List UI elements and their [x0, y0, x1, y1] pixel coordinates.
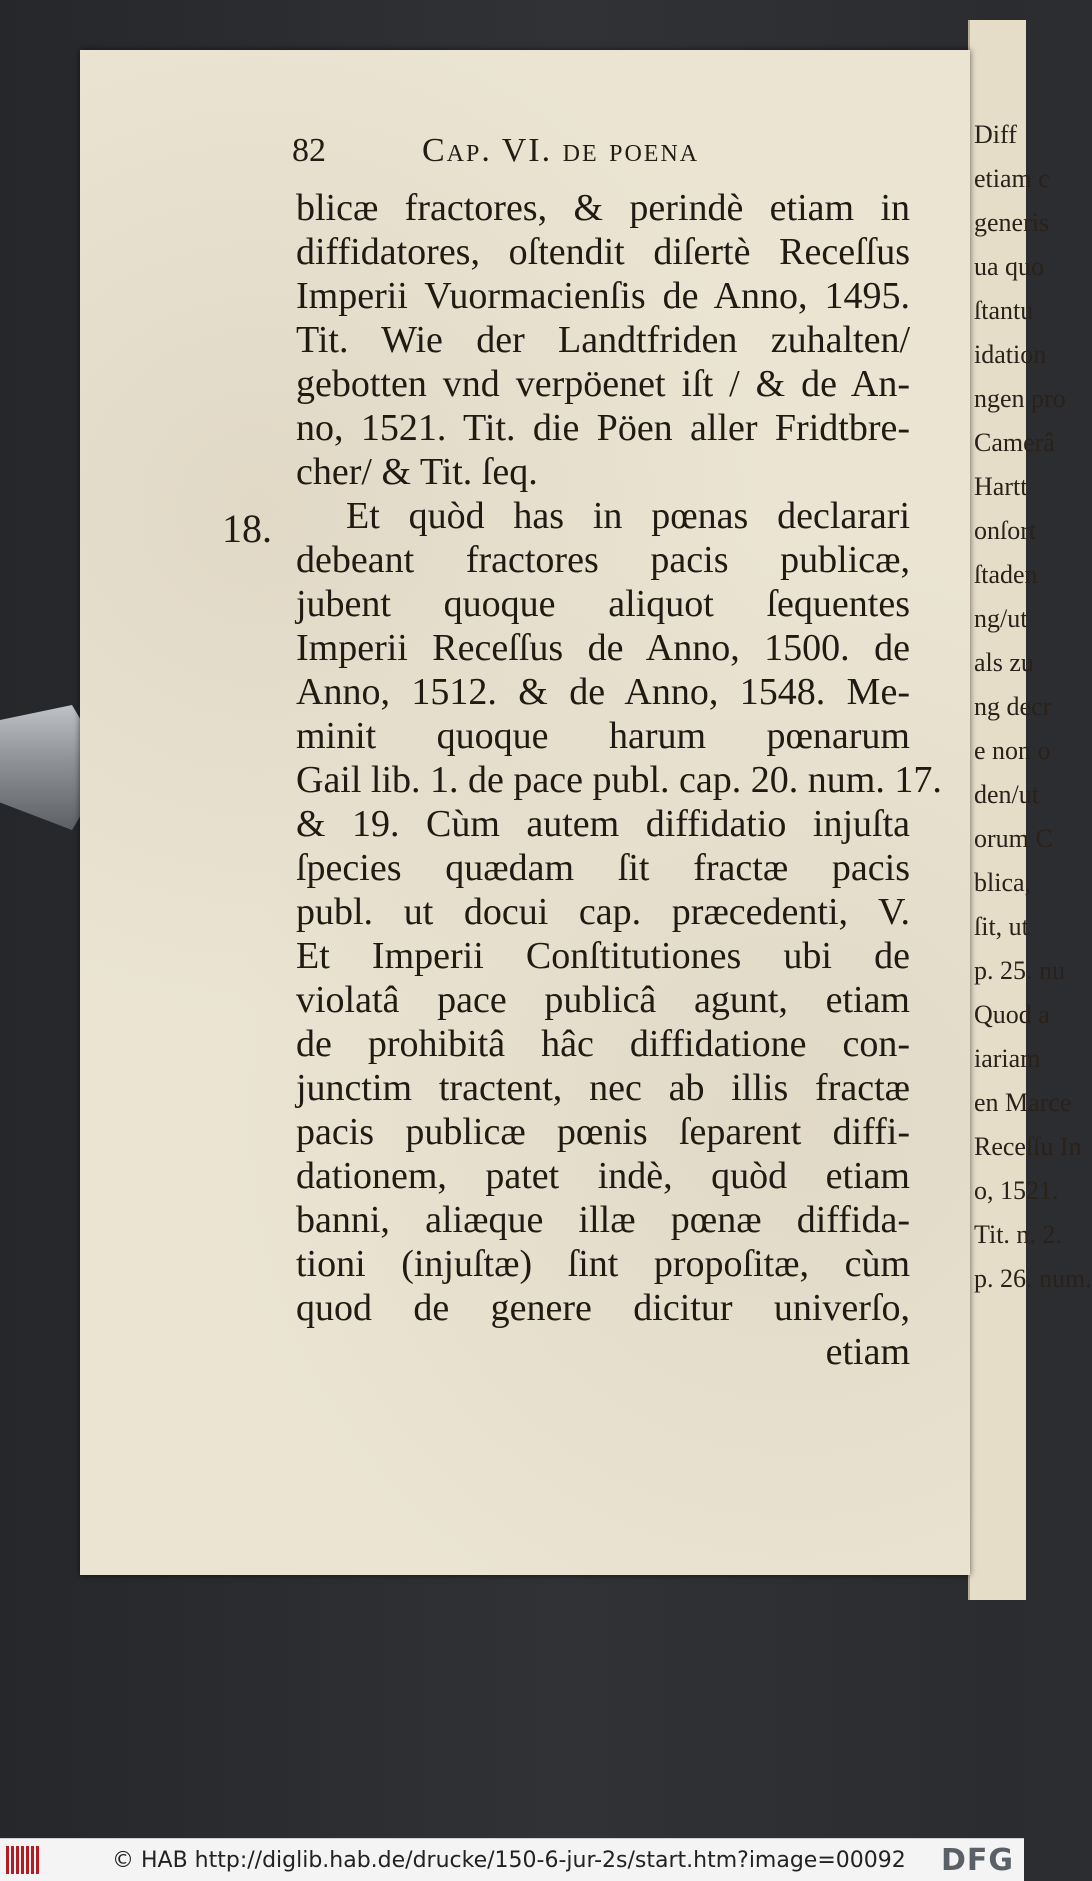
facing-page-fragment: blica, [974, 868, 1032, 897]
facing-page-fragment: p. 26. num. [974, 1264, 1092, 1293]
facing-page-fragment: als zu [974, 648, 1034, 677]
text-line: banni, aliæque illæ pœnæ diffida- [296, 1199, 910, 1241]
facing-page-fragment: ng/ut [974, 604, 1028, 633]
text-line: diffidatores, oſtendit diſertè Receſſus [296, 231, 910, 273]
source-link[interactable]: © HAB http://diglib.hab.de/drucke/150-6-jur-2s/start.htm?image=00092 [112, 1848, 906, 1873]
marginal-number: 18. [222, 506, 272, 551]
facing-page-fragment: ng decr [974, 692, 1052, 721]
text-line: Et Imperii Conſtitutiones ubi de [296, 935, 910, 977]
text-line: pacis publicæ pœnis ſeparent diffi- [296, 1111, 910, 1153]
text-line: no, 1521. Tit. die Pöen aller Fridtbre- [296, 407, 910, 449]
text-line: minit quoque harum pœnarum [296, 715, 910, 757]
facing-page-fragment: en Marce [974, 1088, 1072, 1117]
facing-page-fragment: Hartt [974, 472, 1028, 501]
facing-page-fragment: Diff [974, 120, 1017, 149]
text-line: tioni (injuſtæ) ſint propoſitæ, cùm [296, 1243, 910, 1285]
hab-logo-icon [6, 1846, 50, 1874]
text-line: debeant fractores pacis publicæ, [296, 539, 910, 581]
text-line: violatâ pace publicâ agunt, etiam [296, 979, 910, 1021]
text-line: gebotten vnd verpöenet iſt / & de An- [296, 363, 910, 405]
text-line: & 19. Cùm autem diffidatio injuſta [296, 803, 910, 845]
facing-page-fragment: ua quo [974, 252, 1045, 281]
facing-page-fragment: iariam [974, 1044, 1041, 1073]
facing-page-fragment: den/ut [974, 780, 1039, 809]
text-line: quod de genere dicitur univerſo, [296, 1287, 910, 1329]
facing-page-edge [968, 20, 1092, 1600]
facing-page-fragment: ngen pro [974, 384, 1066, 413]
facing-page-fragment: Tit. n. 2. [974, 1220, 1062, 1249]
text-line: Tit. Wie der Landtfriden zuhalten/ [296, 319, 910, 361]
facing-page-fragment: ſit, ut [974, 912, 1029, 941]
body-text [296, 186, 942, 1374]
text-line: dationem, patet indè, quòd etiam [296, 1155, 910, 1197]
text-line: ſpecies quædam ſit fractæ pacis [296, 847, 910, 889]
page-number: 82 [292, 132, 326, 169]
text-line: Et quòd has in pœnas declarari [346, 495, 910, 537]
viewer-footer [0, 1838, 1024, 1881]
text-line: blicæ fractores, & perindè etiam in [296, 187, 910, 229]
facing-page-fragment: Camerâ [974, 428, 1055, 457]
text-line: Gail lib. 1. de pace publ. cap. 20. num. 17. [296, 759, 942, 801]
facing-page-fragment: e non o [974, 736, 1051, 765]
dfg-logo: DFG [940, 1843, 1014, 1878]
text-line: Imperii Receſſus de Anno, 1500. de [296, 627, 910, 669]
facing-page-fragment: ſtantu [974, 296, 1034, 325]
text-line: jubent quoque aliquot ſequentes [296, 583, 910, 625]
page-header [292, 132, 912, 176]
facing-page-fragment: etiam c [974, 164, 1050, 193]
running-head: Cap. VI. de poena [422, 132, 700, 169]
facing-page-fragment: Receſſu In [974, 1132, 1082, 1161]
facing-page-fragment: ſtaden [974, 560, 1038, 589]
text-line: Imperii Vuormacienſis de Anno, 1495. [296, 275, 910, 317]
facing-page-fragment: generis [974, 208, 1050, 237]
text-line: junctim tractent, nec ab illis fractæ [296, 1067, 910, 1109]
facing-page-fragment: orum C [974, 824, 1053, 853]
catchword: etiam [825, 1331, 910, 1373]
text-line: publ. ut docui cap. præcedenti, V. [296, 891, 910, 933]
text-line: cher/ & Tit. ſeq. [296, 451, 538, 493]
facing-page-fragment: idation [974, 340, 1047, 369]
facing-page-fragment: onſort [974, 516, 1037, 545]
text-line: de prohibitâ hâc diffidatione con- [296, 1023, 910, 1065]
facing-page-fragment: o, 1521. [974, 1176, 1059, 1205]
facing-page-fragment: p. 25. nu [974, 956, 1065, 985]
text-line: Anno, 1512. & de Anno, 1548. Me- [296, 671, 910, 713]
facing-page-fragment: Quod a [974, 1000, 1050, 1029]
